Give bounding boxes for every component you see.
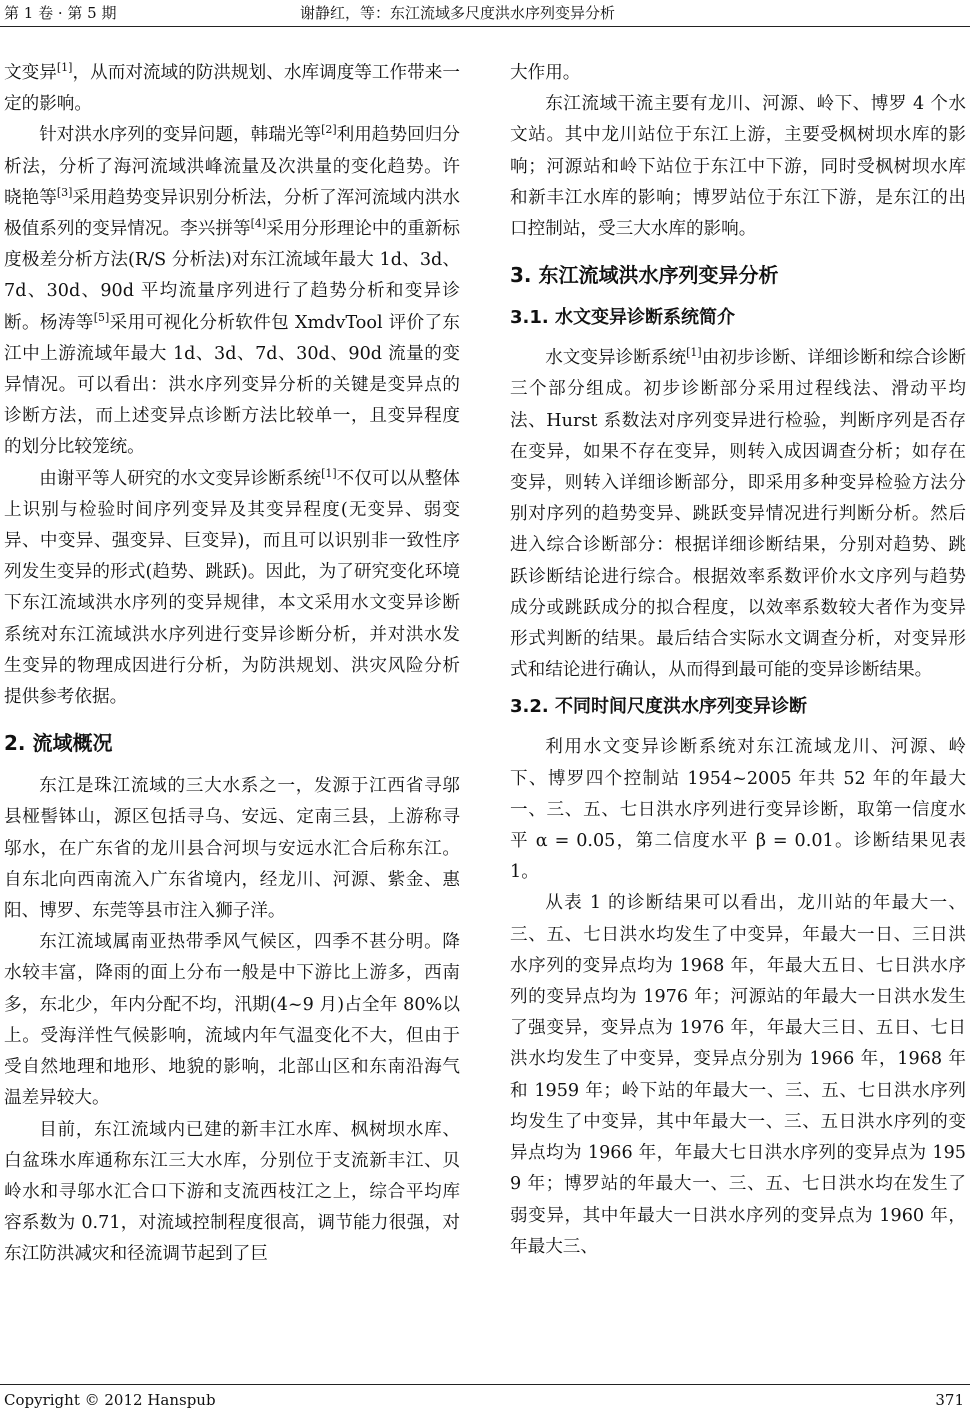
volume-issue: 第 1 卷 · 第 5 期 bbox=[4, 4, 117, 22]
section-heading-2: 2. 流域概况 bbox=[4, 731, 113, 756]
left-column bbox=[4, 58, 460, 1271]
section-heading-3: 3. 东江流域洪水序列变异分析 bbox=[510, 263, 779, 288]
paragraph-related-work: 针对洪水序列的变异问题，韩瑞光等[2]利用趋势回归分析法，分析了海河流域洪峰流量及次洪量的变化趋势。许晓艳等[3]采用趋势变异识别分析法，分析了浑河流域内洪水极值系列的变异情况。李兴拼等[4]采用分形理论中的重新标度极差分析方法(R/S 分析法)对东江流域年最大 1d、3d、7d、30d、90d 平均流量序列进行了趋势分析和变异诊断。杨涛等[5]采用可视化分析软件包 XmdvTool 评价了东江中上游流域年最大 1d、3d、7d、30d、90d 流量的变异情况。可以看出：洪水序列变异分析的关键是变异点的诊断方法，而上述变异点诊断方法比较单一，且变异程度的划分比较笼统。 bbox=[4, 123, 460, 458]
subsection-heading-3-1: 3.1. 水文变异诊断系统简介 bbox=[510, 307, 735, 329]
citation-ref[interactable]: [5] bbox=[93, 310, 110, 324]
subsection-heading-3-2: 3.2. 不同时间尺度洪水序列变异诊断 bbox=[510, 696, 807, 718]
copyright-notice: Copyright © 2012 Hanspub bbox=[4, 1391, 216, 1409]
paragraph-basin-geography: 东江是珠江流域的三大水系之一，发源于江西省寻邬县桠髻钵山，源区包括寻乌、安远、定南三县，上游称寻邬水，在广东省的龙川县合河坝与安远水汇合后称东江。自东北向西南流入广东省境内，经龙川、河源、紫金、惠阳、博罗、东莞等县市注入狮子洋。 bbox=[4, 776, 460, 922]
paragraph-stations: 东江流域干流主要有龙川、河源、岭下、博罗 4 个水文站。其中龙川站位于东江上游，主要受枫树坝水库的影响；河源站和岭下站位于东江中下游，同时受枫树坝水库和新丰江水库的影响；博罗站位于东江下游，是东江的出口控制站，受三大水库的影响。 bbox=[510, 94, 966, 240]
citation-ref[interactable]: [1] bbox=[56, 61, 73, 75]
running-header bbox=[0, 0, 970, 27]
paragraph-method-intro: 由谢平等人研究的水文变异诊断系统[1]不仅可以从整体上识别与检验时间序列变异及其变异程度(无变异、弱变异、中变异、强变异、巨变异)，而且可以识别非一致性序列发生变异的形式(趋势、跳跃)。因此，为了研究变化环境下东江流域洪水序列的变异规律，本文采用水文变异诊断系统对东江流域洪水序列进行变异诊断分析，并对洪水发生变异的物理成因进行分析，为防洪规划、洪灾风险分析提供参考依据。 bbox=[4, 466, 460, 708]
paragraph-system-intro: 水文变异诊断系统[1]由初步诊断、详细诊断和综合诊断三个部分组成。初步诊断部分采用过程线法、滑动平均法、Hurst 系数法对序列变异进行检验，判断序列是否存在变异，如果不存在变异，则转入成因调查分析；如存在变异，则转入详细诊断部分，即采用多种变异检验方法分别对序列的趋势变异、跳跃变异情况进行判断分析。然后进入综合诊断部分：根据详细诊断结果，分别对趋势、跳跃诊断结论进行综合。根据效率系数评价水文序列与趋势成分或跳跃成分的拟合程度，以效率系数较大者作为变异形式判断的结果。最后结合实际水文调查分析，对变异形式和结论进行确认，从而得到最可能的变异诊断结果。 bbox=[510, 346, 966, 681]
paragraph-continued: 文变异[1]，从而对流域的防洪规划、水库调度等工作带来一定的影响。 bbox=[4, 61, 460, 115]
page-footer bbox=[0, 1384, 970, 1413]
citation-ref[interactable]: [1] bbox=[686, 346, 702, 360]
paragraph-diagnosis-results: 从表 1 的诊断结果可以看出，龙川站的年最大一、三、五、七日洪水均发生了中变异，年最大一日、三日洪水序列的变异点均为 1968 年，年最大五日、七日洪水序列的变异点均为 1976 年；河源站的年最大一日洪水发生了强变异，变异点为 1976 年，年最大三日、五日、七日洪水均发生了中变异，变异点分别为 1966 年，1968 年和 1959 年；岭下站的年最大一、三、五、七日洪水序列均发生了中变异，其中年最大一、三、五日洪水序列的变异点均为 1966 年，年最大七日洪水序列的变异点为 1959 年；博罗站的年最大一、三、五、七日洪水均在发生了弱变异，其中年最大一日洪水序列的变异点为 1960 年，年最大三、 bbox=[510, 893, 966, 1257]
citation-ref[interactable]: [2] bbox=[321, 123, 337, 137]
paragraph-diagnosis-setup: 利用水文变异诊断系统对东江流域龙川、河源、岭下、博罗四个控制站 1954~2005 年共 52 年的年最大一、三、五、七日洪水序列进行变异诊断，取第一信度水平 α = 0.05，第二信度水平 β = 0.01。诊断结果见表 1。 bbox=[510, 737, 966, 883]
citation-ref[interactable]: [1] bbox=[321, 466, 337, 480]
citation-ref[interactable]: [4] bbox=[250, 217, 267, 231]
citation-ref[interactable]: [3] bbox=[56, 185, 73, 199]
right-column bbox=[510, 58, 966, 1263]
running-title: 谢静红，等：东江流域多尺度洪水序列变异分析 bbox=[300, 4, 616, 22]
paragraph-basin-climate: 东江流域属南亚热带季风气候区，四季不甚分明。降水较丰富，降雨的面上分布一般是中下游比上游多，西南多，东北少，年内分配不均，汛期(4~9 月)占全年 80%以上。受海洋性气候影响，流域内年气温变化不大，但由于受自然地理和地形、地貌的影响，北部山区和东南沿海气温差异较大。 bbox=[4, 932, 460, 1109]
paragraph-continued: 大作用。 bbox=[510, 63, 581, 83]
page-number: 371 bbox=[935, 1391, 964, 1409]
paragraph-reservoirs: 目前，东江流域内已建的新丰江水库、枫树坝水库、白盆珠水库通称东江三大水库，分别位于支流新丰江、贝岭水和寻邬水汇合口下游和支流西枝江之上，综合平均库容系数为 0.71，对流域控制程度很高，调节能力很强，对东江防洪减灾和径流调节起到了巨 bbox=[4, 1119, 460, 1265]
